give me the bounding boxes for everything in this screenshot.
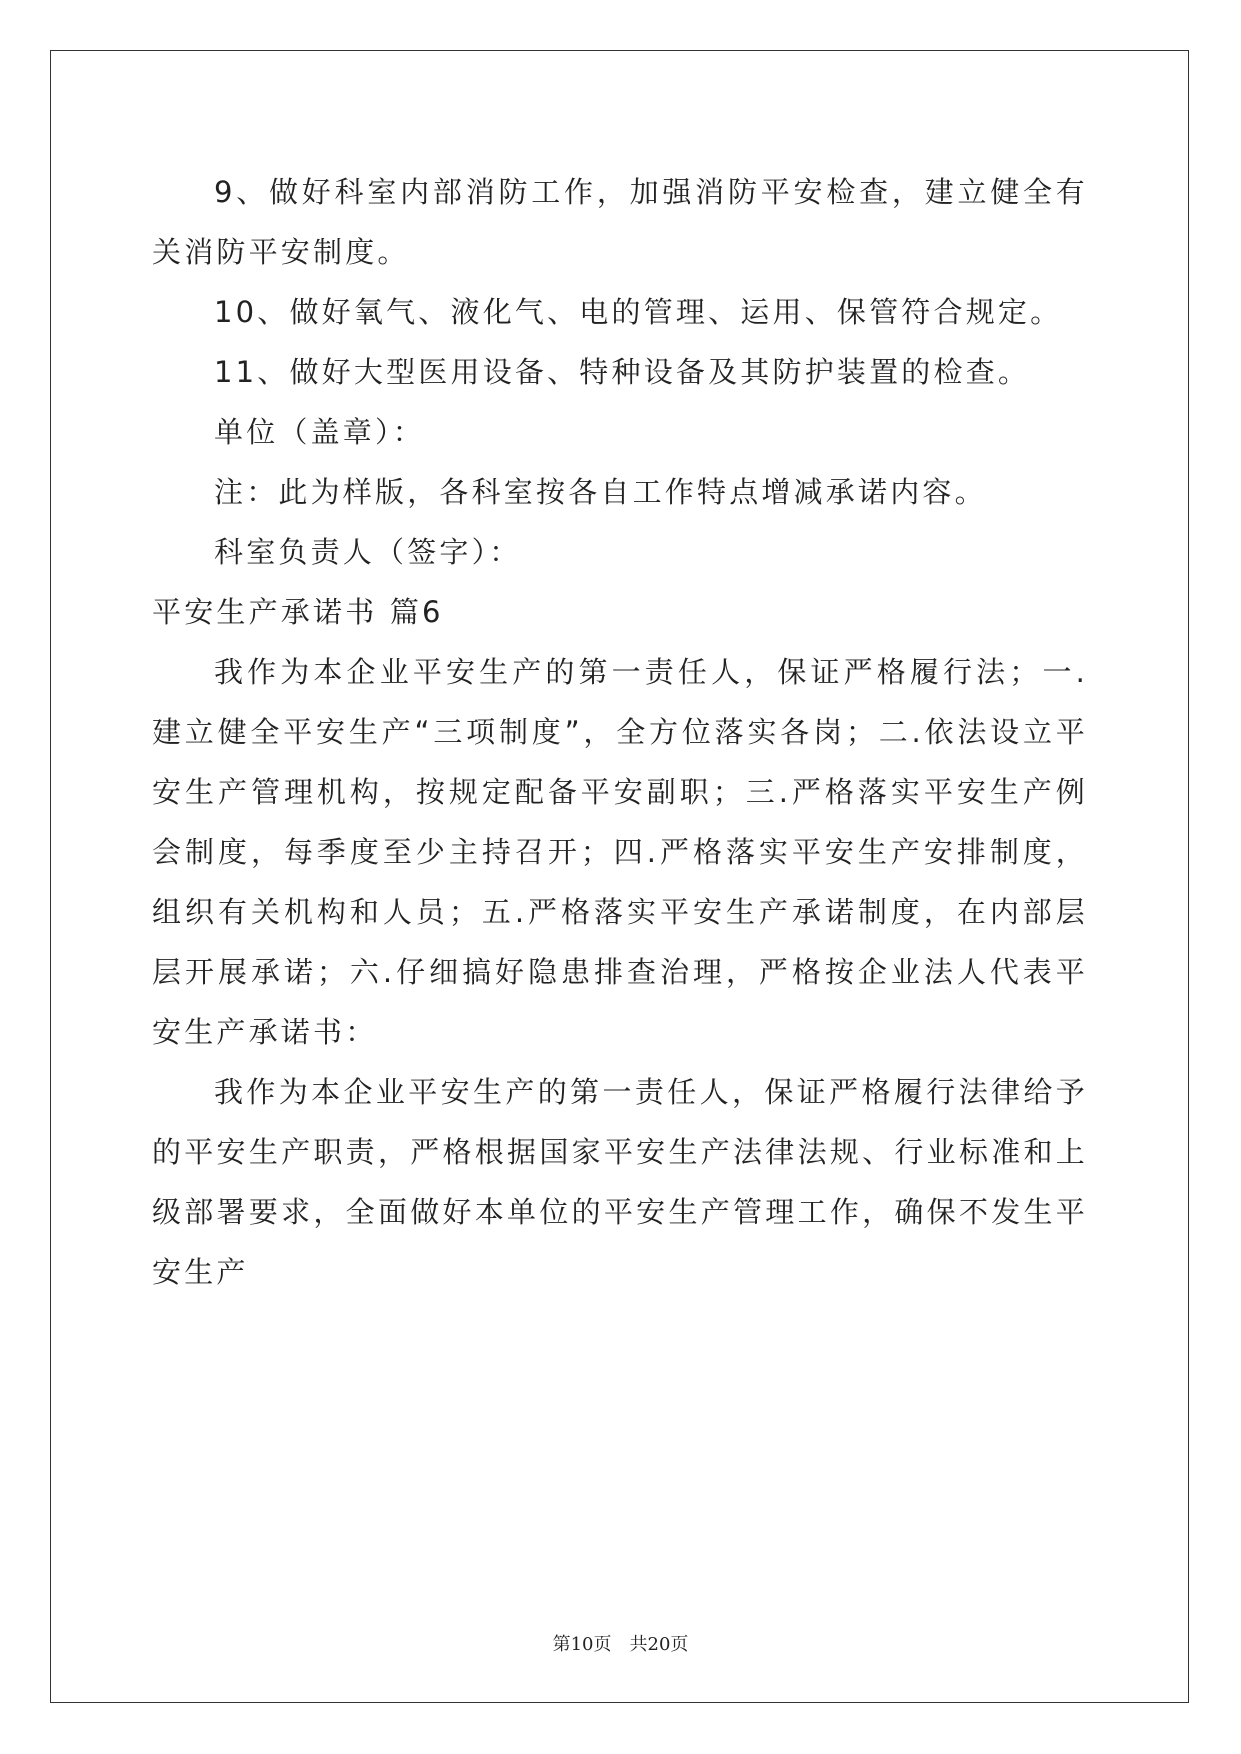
pledge-paragraph-1: 我作为本企业平安生产的第一责任人，保证严格履行法；一.建立健全平安生产“三项制度”，全方位落实各岗；二.依法设立平安生产管理机构，按规定配备平安副职；三.严格落实平安生产例会制度，每季度至少主持召开；四.严格落实平安生产安排制度，组织有关机构和人员；五.严格落实平安生产承诺制度，在内部层层开展承诺；六.仔细搞好隐患排查治理，严格按企业法人代表平安生产承诺书： — [152, 655, 1088, 1049]
page-number-current: 第10页 — [552, 1634, 612, 1655]
signature-line: 科室负责人（签字）： — [214, 535, 522, 569]
page-footer — [0, 1630, 1241, 1656]
paragraph-item-11: 11、做好大型医用设备、特种设备及其防护装置的检查。 — [214, 355, 1031, 389]
paragraph-item-10: 10、做好氧气、液化气、电的管理、运用、保管符合规定。 — [214, 295, 1063, 329]
paragraph-item-9: 9、做好科室内部消防工作，加强消防平安检查，建立健全有关消防平安制度。 — [152, 175, 1088, 269]
unit-seal-line: 单位（盖章）： — [214, 415, 425, 449]
note-line: 注：此为样版，各科室按各自工作特点增减承诺内容。 — [214, 475, 987, 509]
section-heading: 平安生产承诺书 篇6 — [152, 595, 444, 629]
pledge-paragraph-2: 我作为本企业平安生产的第一责任人，保证严格履行法律给予的平安生产职责，严格根据国家平安生产法律法规、行业标准和上级部署要求，全面做好本单位的平安生产管理工作，确保不发生平安生产 — [152, 1075, 1088, 1289]
page-number-total: 共20页 — [629, 1634, 689, 1655]
document-body — [152, 162, 1088, 1302]
